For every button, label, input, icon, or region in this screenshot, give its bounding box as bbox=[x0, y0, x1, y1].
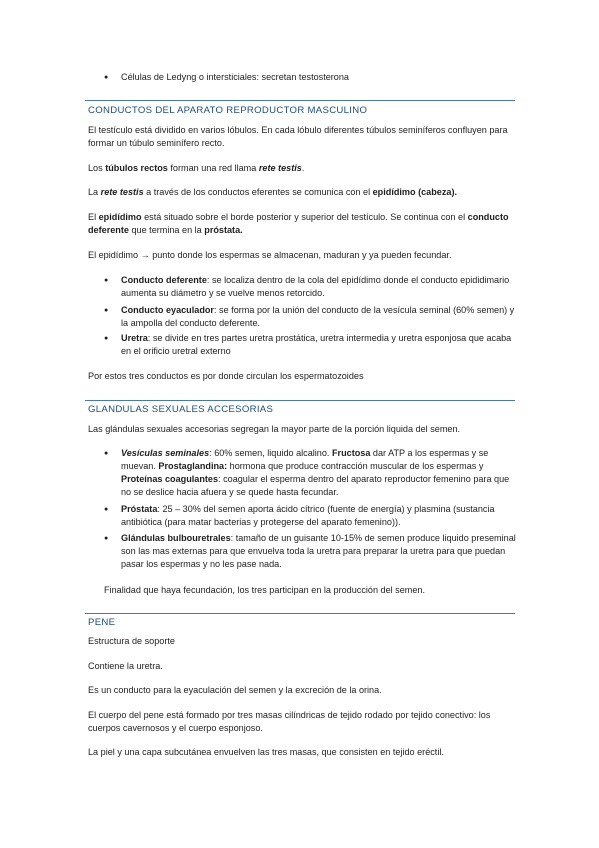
text: hormona que produce contracción muscular de los espermas y bbox=[227, 461, 484, 471]
bullet-marker: ● bbox=[104, 535, 109, 542]
bold-text: próstata. bbox=[204, 225, 243, 235]
list-item bbox=[121, 274, 521, 300]
section-heading: GLANDULAS SEXUALES ACCESORIAS bbox=[88, 404, 274, 415]
bold-text: Conducto deferente bbox=[121, 275, 207, 285]
list-item: Células de Ledyng o intersticiales: secretan testosterona bbox=[121, 72, 349, 82]
bold-text: Glándulas bulbouretrales bbox=[121, 533, 231, 543]
bold-text: túbulos rectos bbox=[105, 163, 168, 173]
bold-text: Próstata bbox=[121, 504, 158, 514]
bullet-marker: ● bbox=[104, 277, 109, 284]
paragraph bbox=[88, 211, 520, 237]
bullet-marker: ● bbox=[104, 450, 109, 457]
text: : 60% semen, liquido alcalino. bbox=[209, 448, 332, 458]
bold-text: Fructosa bbox=[331, 448, 371, 458]
bold-text: epidídimo (cabeza). bbox=[372, 187, 458, 197]
bold-italic-text: Vesículas seminales bbox=[121, 448, 210, 458]
text: forman una red llama bbox=[167, 163, 259, 173]
section-heading: CONDUCTOS DEL APARATO REPRODUCTOR MASCULINO bbox=[88, 105, 368, 116]
text: está situado sobre el borde posterior y superior del testículo. Se continua con el bbox=[141, 212, 468, 222]
text: Los bbox=[88, 163, 106, 173]
paragraph: El testículo está dividido en varios lóbulos. En cada lóbulo diferentes túbulos seminíferos confluyen para formar un túbulo seminífero recto. bbox=[88, 125, 508, 148]
text: La bbox=[88, 187, 101, 197]
bold-text: epidídimo bbox=[98, 212, 142, 222]
bullet-marker: ● bbox=[104, 307, 109, 314]
section-divider bbox=[85, 613, 515, 614]
paragraph: La piel y una capa subcutánea envuelven las tres masas, que consisten en tejido eréctil. bbox=[88, 747, 444, 757]
text: . bbox=[301, 163, 305, 173]
bullet-marker: ● bbox=[104, 335, 109, 342]
text: dar ATP a los espermas y se muevan. bbox=[121, 448, 489, 471]
paragraph: Estructura de soporte bbox=[88, 636, 175, 646]
paragraph: Es un conducto para la eyaculación del semen y la excreción de la orina. bbox=[88, 685, 382, 695]
paragraph: Finalidad que haya fecundación, los tres participan en la producción del semen. bbox=[104, 585, 426, 595]
paragraph: Las glándulas sexuales accesorias segregan la mayor parte de la porción liquida del semen. bbox=[88, 424, 461, 434]
bullet-marker: ● bbox=[104, 506, 109, 513]
text: : tamaño de un guisante 10-15% de semen produce liquido preseminal son las mas externas para que envuelva toda la uretra para preparar la uretra para que puedan pasar los espermas y no les pase nada. bbox=[121, 533, 516, 569]
list-item bbox=[121, 332, 521, 358]
list-item bbox=[121, 532, 521, 571]
paragraph: El epidídimo → punto donde los espermas se almacenan, maduran y ya pueden fecundar. bbox=[88, 250, 452, 260]
bold-text: Proteínas coagulantes bbox=[121, 474, 219, 484]
list-item bbox=[121, 447, 521, 499]
paragraph bbox=[88, 162, 520, 175]
bold-italic-text: rete testis bbox=[258, 163, 302, 173]
text: : se localiza dentro de la cola del epidídimo donde el conducto epididimario aumenta su diámetro y se vuelve menos retorcido. bbox=[121, 275, 510, 298]
text: : coagular el esperma dentro del aparato reproductor femenino para que no se deslice hacia afuera y se quede hasta fecundar. bbox=[121, 474, 510, 497]
bold-text: Uretra bbox=[121, 333, 148, 343]
text: : se forma por la unión del conducto de la vesícula seminal (60% semen) y la ampolla del conducto deferente. bbox=[121, 305, 515, 328]
section-divider bbox=[85, 100, 515, 101]
paragraph: Contiene la uretra. bbox=[88, 661, 163, 671]
text: : se divide en tres partes uretra prostática, uretra intermedia y uretra esponjosa que acaba en el orificio uretral externo bbox=[121, 333, 512, 356]
bold-text: Prostaglandina: bbox=[158, 461, 228, 471]
paragraph: El cuerpo del pene está formado por tres masas cilíndricas de tejido rodado por tejido conectivo: los cuerpos cavernosos y el cuerpo esponjoso. bbox=[88, 710, 491, 733]
text: El bbox=[88, 212, 99, 222]
bold-italic-text: rete testis bbox=[100, 187, 144, 197]
bullet-marker: ● bbox=[104, 74, 109, 81]
paragraph: Por estos tres conductos es por donde circulan los espermatozoides bbox=[88, 371, 364, 381]
list-item bbox=[121, 304, 521, 330]
bold-text: Conducto eyaculador bbox=[121, 305, 214, 315]
list-item bbox=[121, 503, 521, 529]
section-divider bbox=[85, 400, 515, 401]
text: que termina en la bbox=[128, 225, 205, 235]
text: a través de los conductos eferentes se comunica con el bbox=[143, 187, 373, 197]
paragraph bbox=[88, 186, 520, 199]
bold-text: conducto deferente bbox=[88, 212, 509, 235]
section-heading: PENE bbox=[88, 617, 116, 628]
text: : 25 – 30% del semen aporta ácido cítrico (fuente de energía) y plasmina (sustancia antibiótica (para matar bacterias y protegerse del aparato femenino)). bbox=[121, 504, 495, 527]
